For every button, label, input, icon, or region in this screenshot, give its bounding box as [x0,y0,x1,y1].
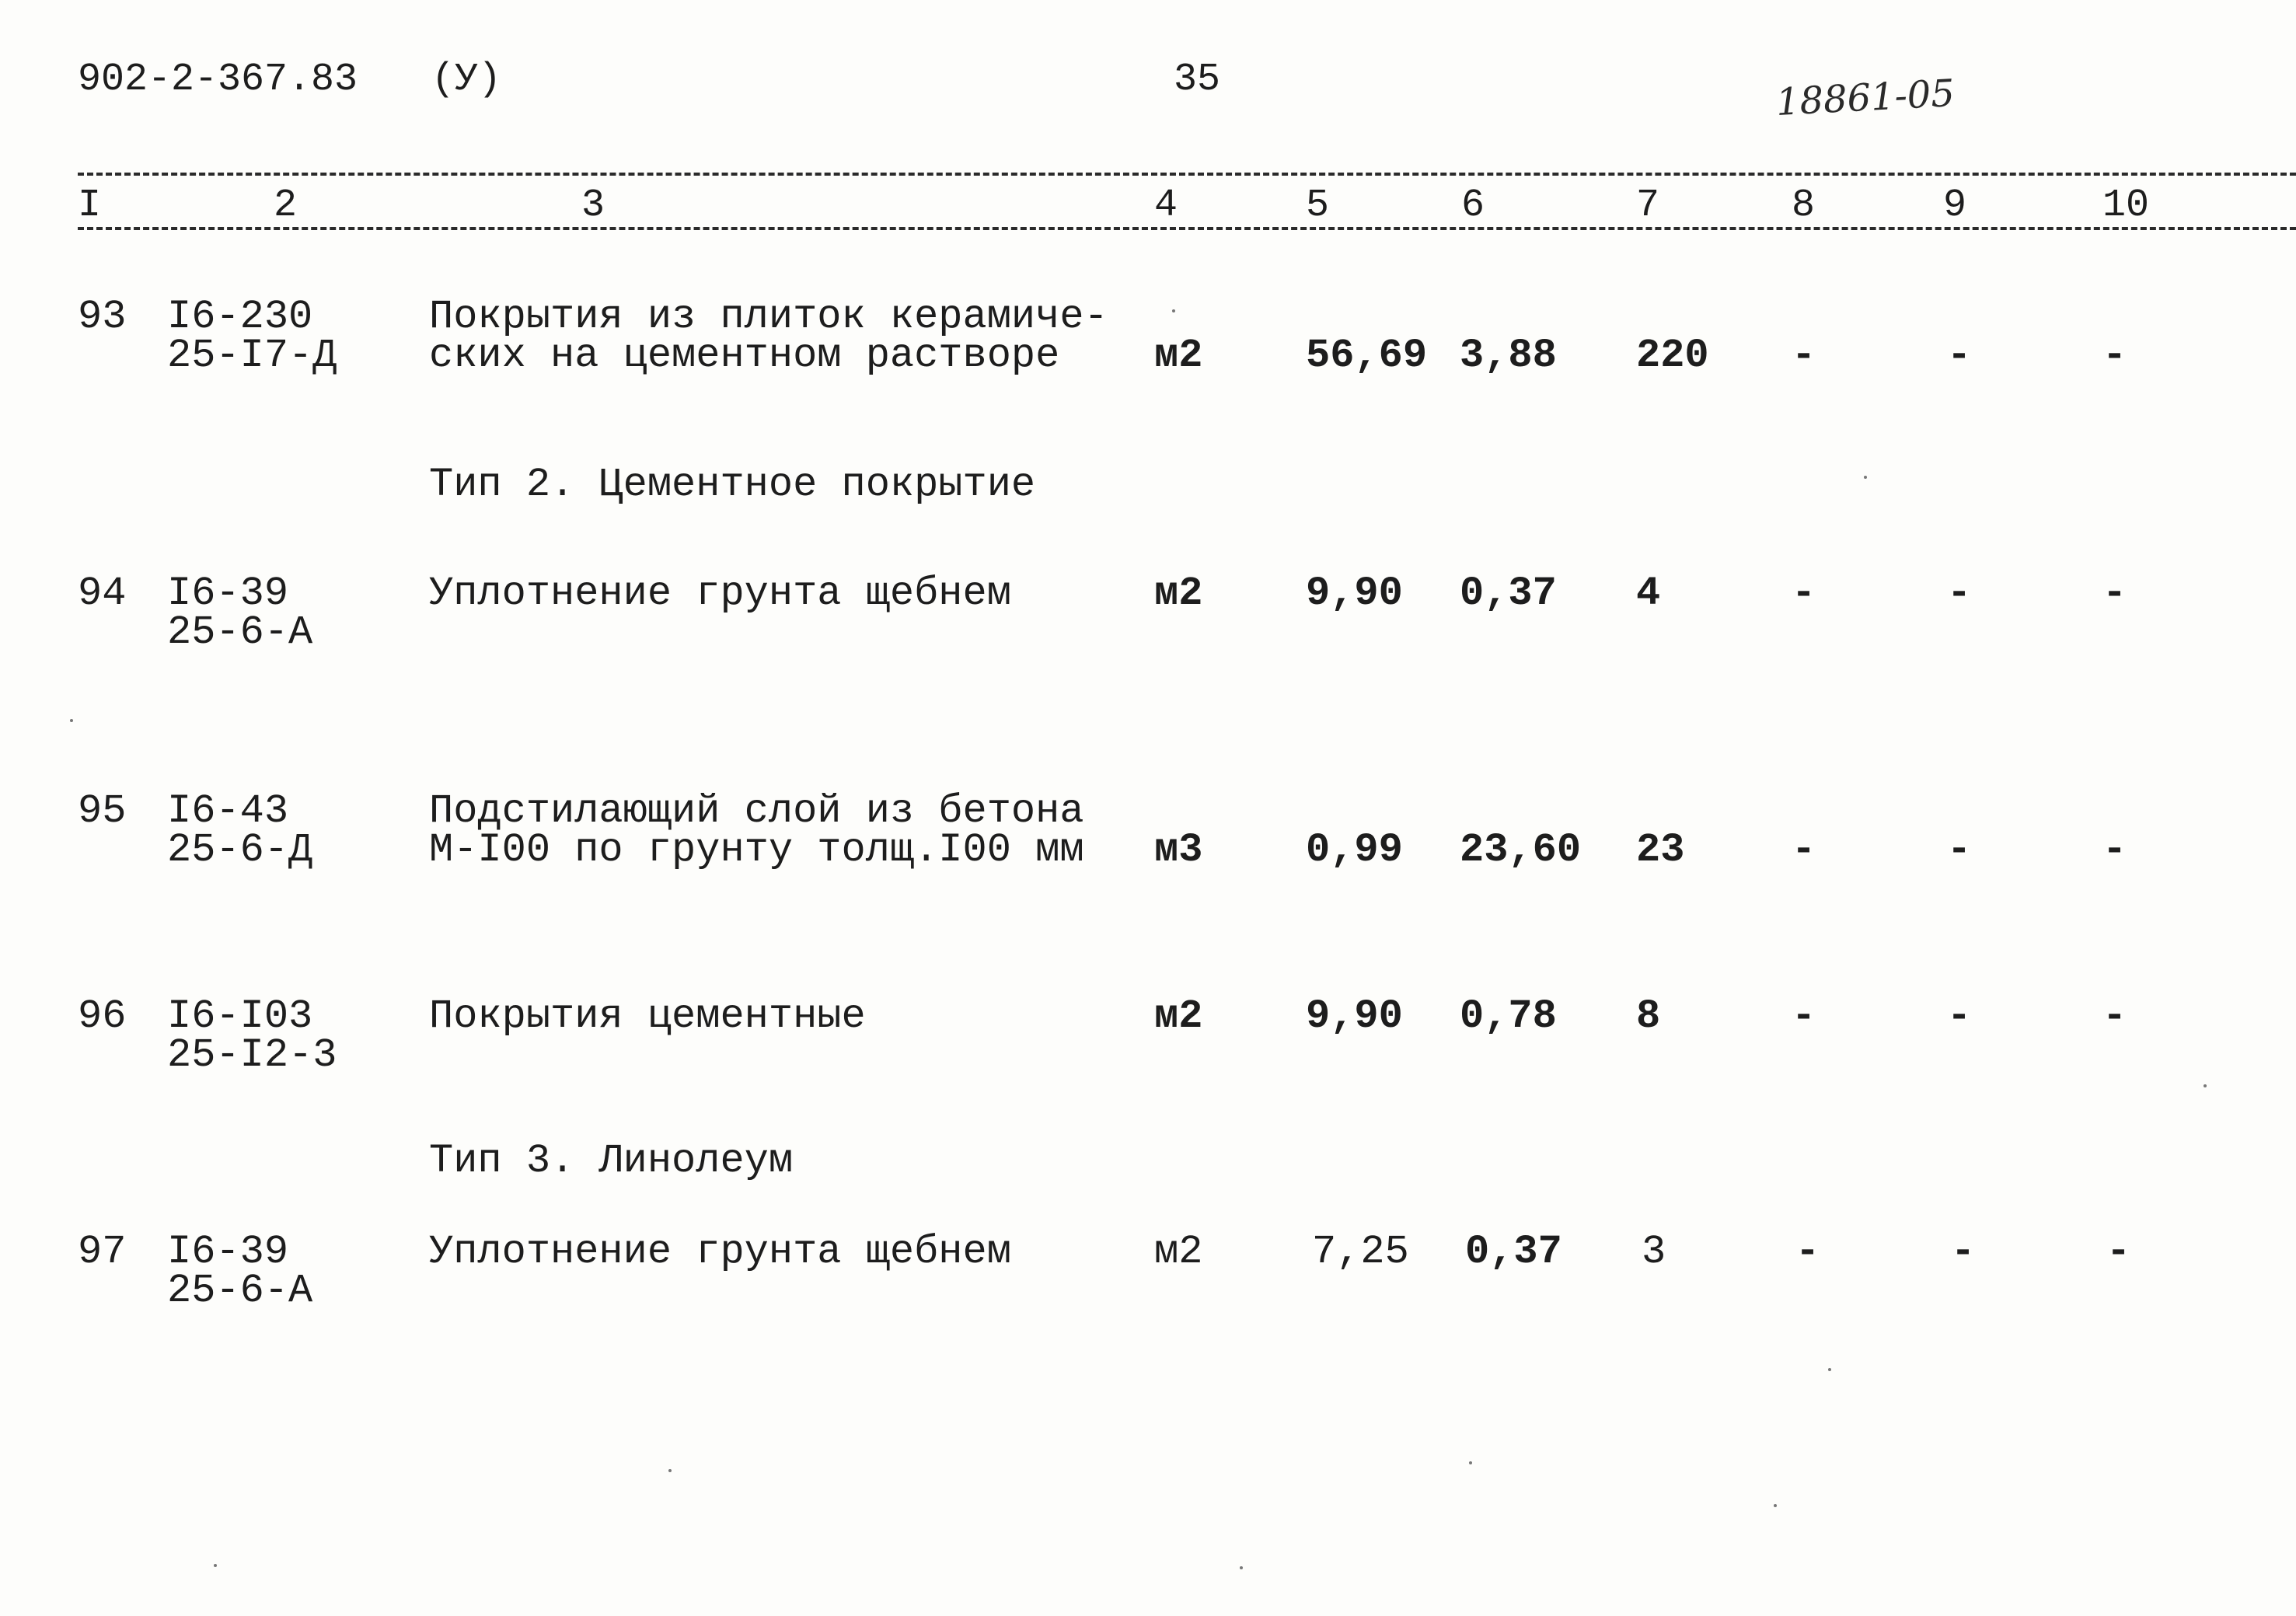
scan-speck [2204,1084,2207,1087]
row-col9: - [1947,993,1972,1039]
document-number: 902-2-367.83 [78,58,358,102]
row-col5: 56,69 [1306,333,1428,379]
row-unit: м2 [1154,333,1203,379]
row-col9: - [1951,1229,1976,1275]
row-col10: - [2102,827,2127,873]
row-col8: - [1792,333,1816,379]
section-heading: Тип 3. Линолеум [429,1138,794,1184]
column-header-7: 7 [1636,183,1660,228]
row-unit: м2 [1154,993,1203,1039]
row-code-primary: I6-39 [167,571,289,616]
column-header-9: 9 [1943,183,1967,228]
row-col5: 9,90 [1306,993,1403,1039]
document-mark: (У) [431,58,502,102]
row-col6: 23,60 [1460,827,1582,873]
row-col9: - [1947,333,1972,379]
column-header-3: 3 [581,183,605,228]
row-code-secondary: 25-6-Д [167,827,313,873]
row-col10: - [2102,333,2127,379]
page-number: 35 [1174,58,1221,102]
scan-speck [70,719,73,722]
row-unit: м2 [1154,571,1203,616]
row-col8: - [1795,1229,1820,1275]
scan-speck [214,1564,217,1567]
scan-speck [1774,1504,1777,1507]
row-code-primary: I6-230 [167,294,313,340]
row-description-line-1: Подстилающий слой из бетона [429,788,1084,834]
row-col6: 0,37 [1465,1229,1562,1275]
scan-speck [1172,309,1175,312]
row-code-secondary: 25-I7-Д [167,333,337,379]
row-col8: - [1792,993,1816,1039]
column-header-top-rule [78,173,2296,176]
row-description-line-1: Покрытия цементные [429,993,866,1039]
row-col7: 220 [1636,333,1709,379]
row-col6: 0,37 [1460,571,1557,616]
row-col7: 4 [1636,571,1661,616]
column-header-2: 2 [274,183,298,228]
row-col7: 3 [1642,1229,1666,1275]
row-unit: м2 [1154,1229,1203,1275]
row-description-line-1: Уплотнение грунта щебнем [429,571,1011,616]
row-code-secondary: 25-6-А [167,1268,313,1314]
row-col7: 23 [1636,827,1685,873]
row-col5: 0,99 [1306,827,1403,873]
row-number: 96 [78,993,127,1039]
row-col8: - [1792,827,1816,873]
column-header-6: 6 [1461,183,1485,228]
column-header-5: 5 [1306,183,1330,228]
scan-speck [1828,1368,1831,1371]
section-heading: Тип 2. Цементное покрытие [429,462,1036,508]
row-col10: - [2102,571,2127,616]
column-header-4: 4 [1154,183,1178,228]
row-col5: 9,90 [1306,571,1403,616]
row-col6: 3,88 [1460,333,1557,379]
column-header-8: 8 [1792,183,1816,228]
row-number: 95 [78,788,127,834]
row-description-line-2: ских на цементном растворе [429,333,1060,379]
row-col10: - [2102,993,2127,1039]
row-code-secondary: 25-6-А [167,609,313,655]
row-number: 97 [78,1229,127,1275]
row-col8: - [1792,571,1816,616]
row-description-line-2: М-I00 по грунту толщ.I00 мм [429,827,1084,873]
scan-speck [1240,1566,1243,1569]
row-code-primary: I6-43 [167,788,289,834]
column-header-1: I [78,183,102,228]
row-code-primary: I6-I03 [167,993,313,1039]
row-unit: м3 [1154,827,1203,873]
row-col5: 7,25 [1312,1229,1409,1275]
row-col7: 8 [1636,993,1661,1039]
handwritten-inventory-number: 18861-05 [1774,72,1956,124]
row-col10: - [2106,1229,2131,1275]
row-col9: - [1947,571,1972,616]
row-code-primary: I6-39 [167,1229,289,1275]
row-description-line-1: Покрытия из плиток керамиче- [429,294,1108,340]
column-header-10: 10 [2102,183,2150,228]
scan-speck [668,1469,672,1472]
row-number: 94 [78,571,127,616]
scan-speck [1864,476,1867,479]
row-description-line-1: Уплотнение грунта щебнем [429,1229,1011,1275]
scan-speck [1469,1461,1472,1464]
column-header-bottom-rule [78,227,2296,230]
row-number: 93 [78,294,127,340]
row-col6: 0,78 [1460,993,1557,1039]
row-code-secondary: 25-I2-3 [167,1032,337,1078]
row-col9: - [1947,827,1972,873]
